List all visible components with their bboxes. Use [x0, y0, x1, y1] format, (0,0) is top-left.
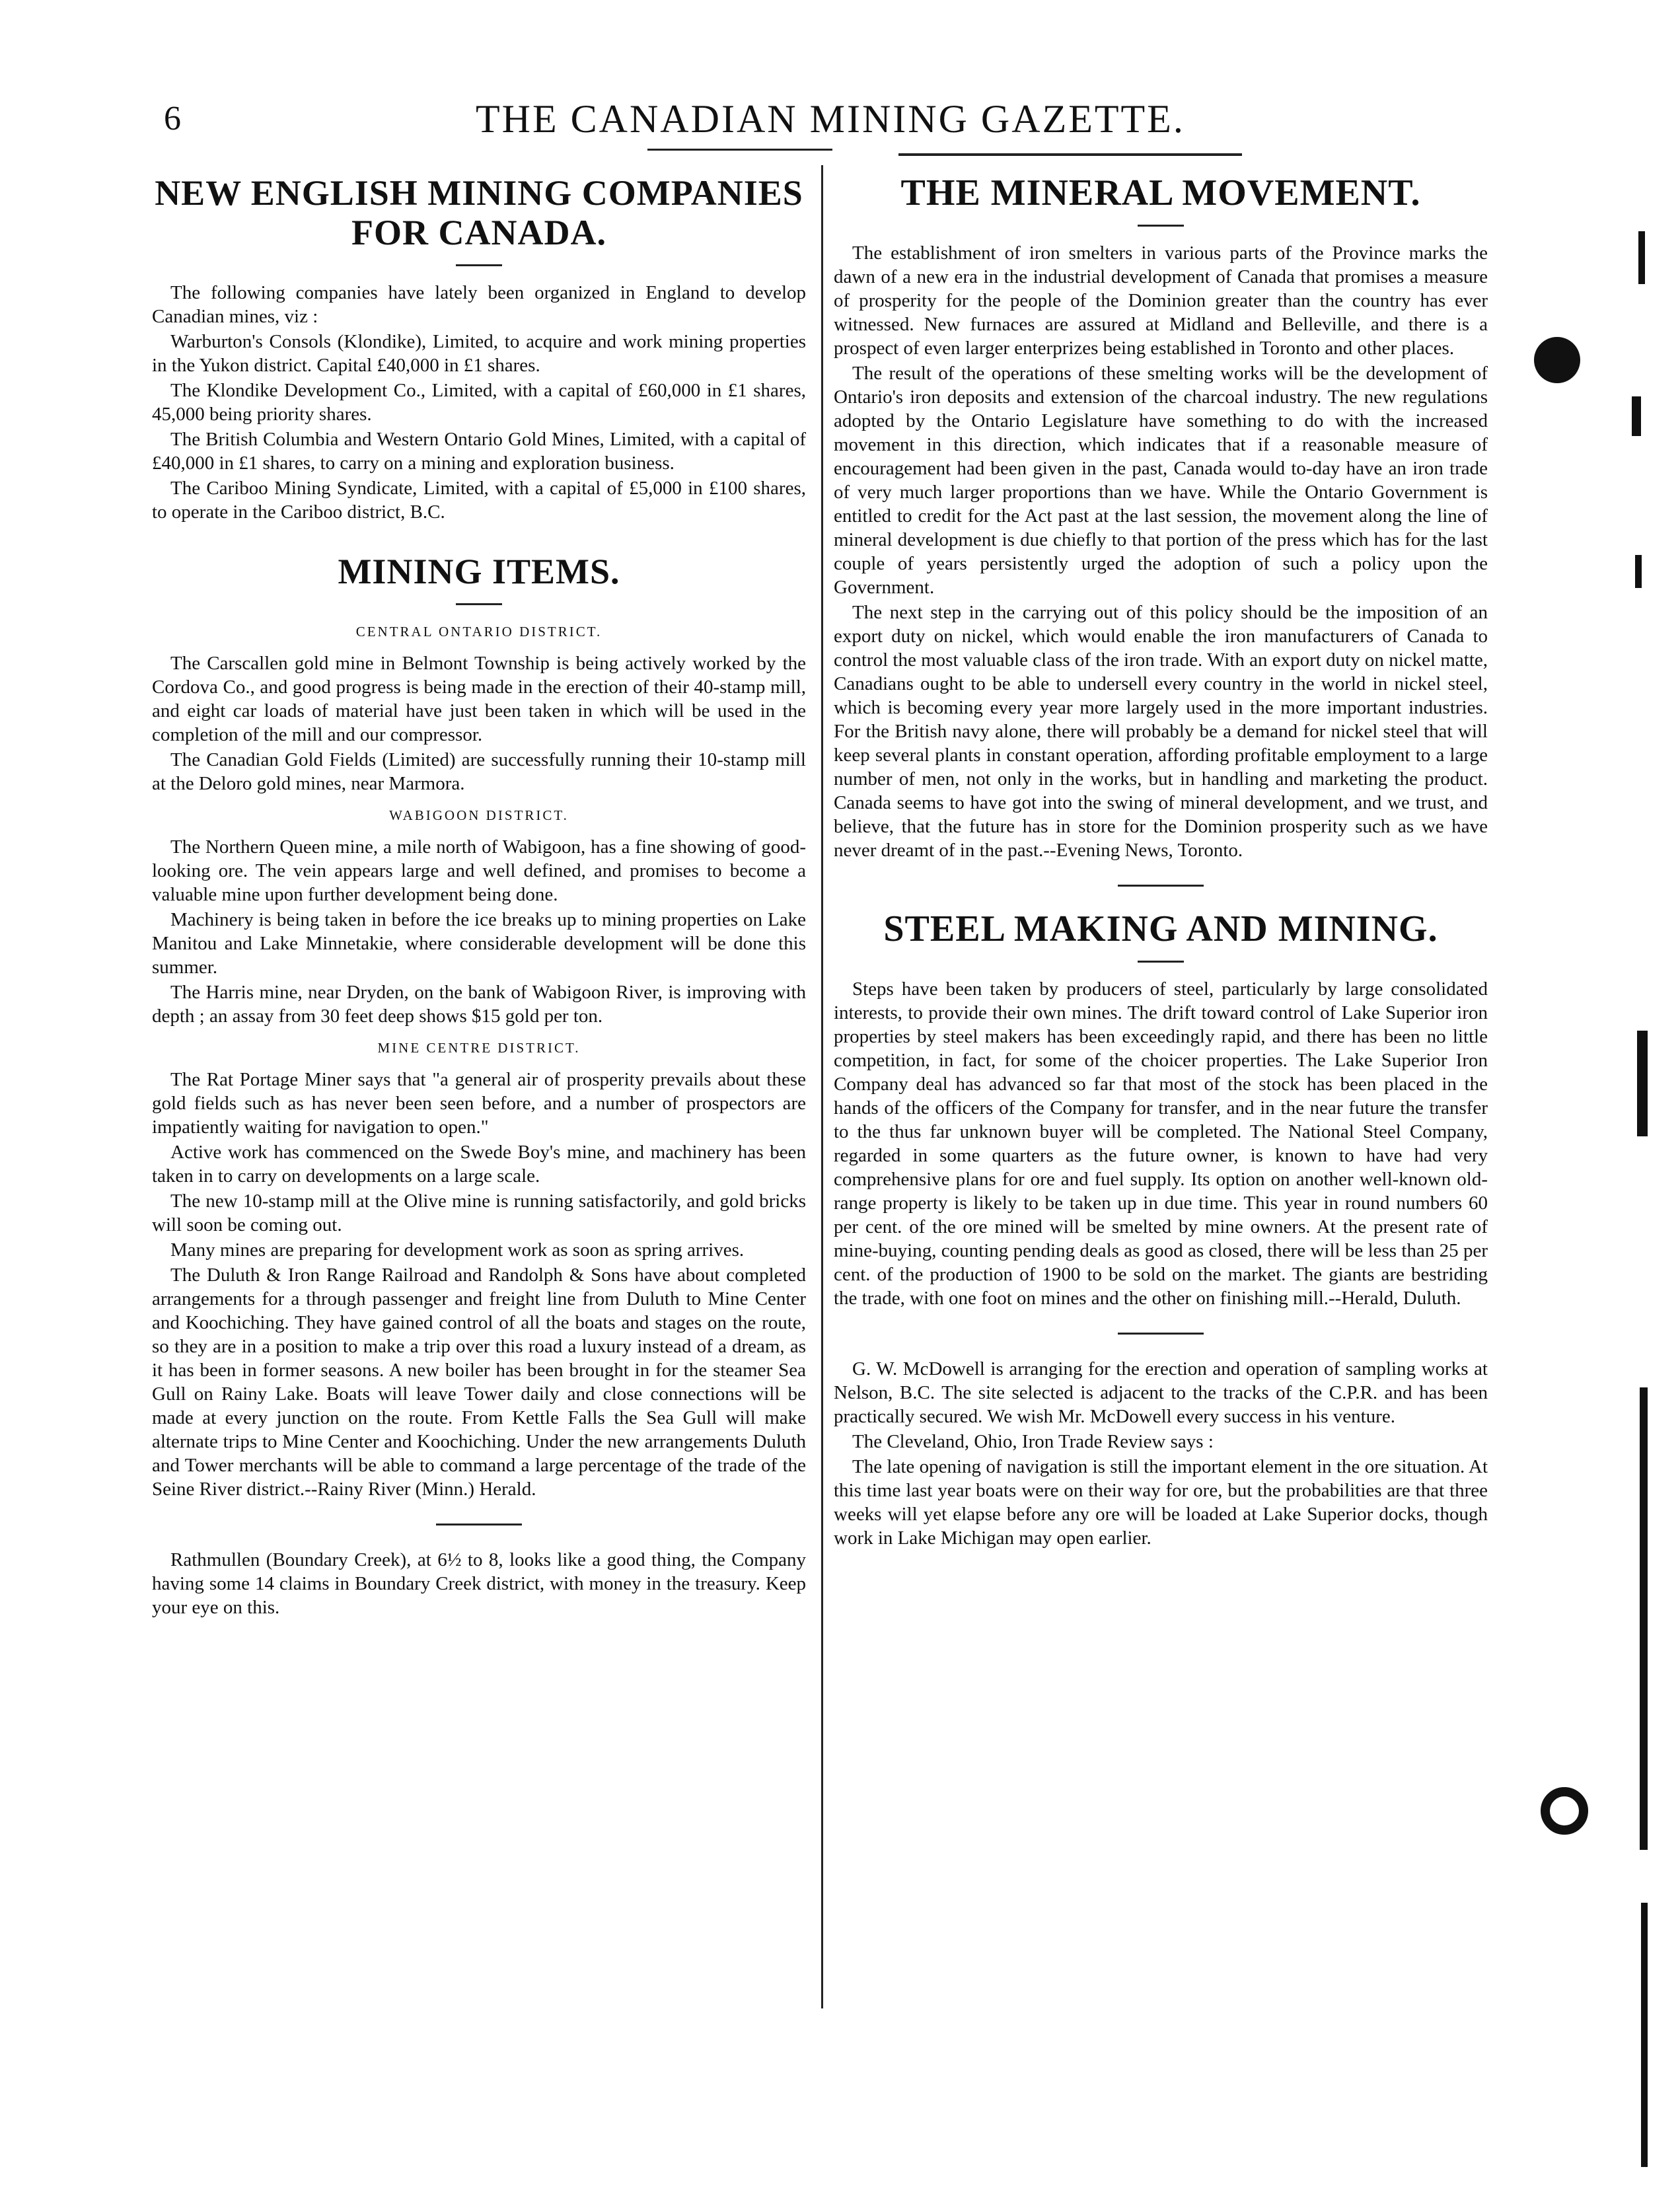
- headline-rule: [1138, 961, 1184, 963]
- paragraph: Rathmullen (Boundary Creek), at 6½ to 8, looks like a good thing, the Company having some 14 claims in Boundary Creek district, with money in the treasury. Keep your eye on this.: [152, 1549, 806, 1618]
- subhead-wabigoon: WABIGOON DISTRICT.: [389, 807, 569, 823]
- paragraph: Machinery is being taken in before the ice breaks up to mining properties on Lake Manitou and Lake Minnetakie, where considerable development will be done this summer.: [152, 909, 806, 978]
- edge-mark: [1640, 1387, 1648, 1850]
- paragraph: The Klondike Development Co., Limited, with a capital of £60,000 in £1 shares, 45,000 being priority shares.: [152, 380, 806, 425]
- headline-mining-items: MINING ITEMS.: [338, 552, 620, 591]
- masthead: [0, 99, 1680, 159]
- edge-mark: [1632, 396, 1641, 436]
- headline-rule: [456, 603, 502, 605]
- headline-steel-making: STEEL MAKING AND MINING.: [883, 908, 1438, 949]
- paragraph: The late opening of navigation is still the important element in the ore situation. At this time last year boats were on their way for ore, but the probabilities are that three weeks will yet elapse before any ore will be loaded at Lake Superior docks, though work in Lake Michigan may open earlier.: [834, 1456, 1488, 1549]
- paragraph: Warburton's Consols (Klondike), Limited, to acquire and work mining properties in the Yukon district. Capital £40,000 in £1 shares.: [152, 331, 806, 376]
- paragraph: The establishment of iron smelters in various parts of the Province marks the dawn of a new era in the industrial development of Canada that promises a measure of prosperity for the people of the Dominion greater than the country has ever witnessed. New furnaces are assured at Midland and Belleville, and there is a prospect of even larger enterprizes being established in Toronto and other places.: [834, 242, 1488, 359]
- paragraph: The Northern Queen mine, a mile north of Wabigoon, has a fine showing of good-looking ore. The vein appears large and well defined, and promises to become a valuable mine upon further development being done.: [152, 836, 806, 905]
- left-column: [152, 173, 806, 1621]
- edge-mark: [1635, 555, 1642, 588]
- spacer: [152, 525, 806, 552]
- paragraph: The Cleveland, Ohio, Iron Trade Review says :: [852, 1431, 1214, 1452]
- paragraph: The Harris mine, near Dryden, on the bank of Wabigoon River, is improving with depth ; an assay from 30 feet deep shows $15 gold per ton.: [152, 982, 806, 1027]
- section-rule: [1118, 1333, 1204, 1335]
- subhead-mine-centre: MINE CENTRE DISTRICT.: [377, 1040, 581, 1056]
- section-rule: [436, 1524, 522, 1525]
- paragraph: The following companies have lately been organized in England to develop Canadian mines, viz :: [152, 282, 806, 327]
- edge-mark: [1637, 1031, 1648, 1136]
- binding-hole: [1534, 337, 1580, 383]
- paragraph: The result of the operations of these smelting works will be the development of Ontario's iron deposits and extension of the charcoal industry. The new regulations adopted by the Ontario Legislature have something to do with the increased movement in this direction, which indicates that if a reasonable measure of encouragement had been given in the past, Canada would to-day have an iron trade of very much larger proportions than we have. While the Ontario Government is entitled to credit for the Act past at the last session, the movement along the line of mineral development is due chiefly to that portion of the press which has for the last couple of years persistently urged the adoption of such a policy upon the Government.: [834, 363, 1488, 598]
- section-rule: [1118, 885, 1204, 887]
- paragraph: The Duluth & Iron Range Railroad and Randolph & Sons have about completed arrangements for a through passenger and freight line from Duluth to Mine Center and Koochiching. They have gained control of all the boats and stages on the route, so they are in a position to make a trip over this road a luxury instead of a dream, as it has been in former seasons. A new boiler has been brought in for the steamer Sea Gull on Rainy Lake. Boats will leave Tower daily and close connections will be made at every junction on the route. From Kettle Falls the Sea Gull will make alternate trips to Mine Center and Koochiching. Under the new arrangements Duluth and Tower merchants will be able to command a large percentage of the trade of the Seine River district.--Rainy River (Minn.) Herald.: [152, 1265, 806, 1500]
- column-divider: [821, 165, 823, 2008]
- headline-mineral-movement: THE MINERAL MOVEMENT.: [900, 172, 1421, 213]
- header-rule-right: [898, 153, 1242, 156]
- paragraph: The next step in the carrying out of this policy should be the imposition of an export duty on nickel, which would enable the iron manufacturers of Canada to control the most valuable class of the iron trade. With an export duty on nickel matte, Canadians ought to be able to undersell every country in the world in nickel steel, which is becoming every year more largely used in the more important industries. For the British navy alone, there will probably be a demand for nickel steel that will keep several plants in constant operation, affording profitable employment to a large number of men, not only in the works, but in handling and marketing the product. Canada seems to have got into the swing of mineral development, and we trust, and believe, that the future has in store for the Dominion prosperity such as we have never dreamt of in the past.--Evening News, Toronto.: [834, 602, 1488, 861]
- right-column: [834, 173, 1488, 1551]
- paragraph: The Cariboo Mining Syndicate, Limited, with a capital of £5,000 in £100 shares, to operate in the Cariboo district, B.C.: [152, 478, 806, 523]
- binding-hole: [1541, 1787, 1588, 1835]
- subhead-central-ontario: CENTRAL ONTARIO DISTRICT.: [355, 624, 603, 640]
- header-rule-left: [647, 149, 832, 151]
- paragraph: G. W. McDowell is arranging for the erection and operation of sampling works at Nelson, B.C. The site selected is adjacent to the tracks of the C.P.R. and has been practically secured. We wish Mr. McDowell every success in his venture.: [834, 1358, 1488, 1427]
- paragraph: The Canadian Gold Fields (Limited) are successfully running their 10-stamp mill at the Deloro gold mines, near Marmora.: [152, 749, 806, 794]
- paragraph: Active work has commenced on the Swede Boy's mine, and machinery has been taken in to carry on developments on a large scale.: [152, 1142, 806, 1187]
- headline-rule: [456, 264, 502, 266]
- paragraph: The Rat Portage Miner says that "a general air of prosperity prevails about these gold fields such as has never been seen before, and a number of prospectors are impatiently waiting for navigation to open.": [152, 1069, 806, 1138]
- edge-mark: [1641, 1903, 1648, 2167]
- publication-title: THE CANADIAN MINING GAZETTE.: [476, 97, 1185, 141]
- page-number: 6: [164, 100, 181, 137]
- headline-rule: [1138, 225, 1184, 227]
- paragraph: The Carscallen gold mine in Belmont Township is being actively worked by the Cordova Co., and good progress is being made in the erection of their 40-stamp mill, and eight car loads of material have just been taken in which will be used in the completion of the mill and our compressor.: [152, 653, 806, 745]
- headline-new-english-mining: NEW ENGLISH MINING COMPANIES FOR CANADA.: [155, 173, 803, 252]
- paragraph: Steps have been taken by producers of steel, particularly by large consolidated interests, to provide their own mines. The drift toward control of Lake Superior iron properties by steel makers has been exceedingly rapid, and there has been no little competition, in fact, for some of the choicer properties. The Lake Superior Iron Company deal has advanced so far that most of the stock has been placed in the hands of the officers of the Company for transfer, and in the near future the transfer to the thus far unknown buyer will be completed. The National Steel Company, regarded in some quarters as the future owner, is known to have had very comprehensive plans for ore and fuel supply. Its option on another well-known old-range property is likely to be taken up in due time. This year in round numbers 60 per cent. of the ore mined will be smelted by mine owners. At the present rate of mine-buying, counting pending deals as good as closed, there will be less than 25 per cent. of the production of 1900 to be sold on the market. The giants are bestriding the trade, with one foot on mines and the other on finishing mill.--Herald, Duluth.: [834, 978, 1488, 1309]
- paragraph: The new 10-stamp mill at the Olive mine is running satisfactorily, and gold bricks will soon be coming out.: [152, 1191, 806, 1235]
- paragraph: Many mines are preparing for development work as soon as spring arrives.: [170, 1239, 745, 1261]
- edge-mark: [1638, 231, 1645, 284]
- paragraph: The British Columbia and Western Ontario Gold Mines, Limited, with a capital of £40,000 in £1 shares, to carry on a mining and exploration business.: [152, 429, 806, 474]
